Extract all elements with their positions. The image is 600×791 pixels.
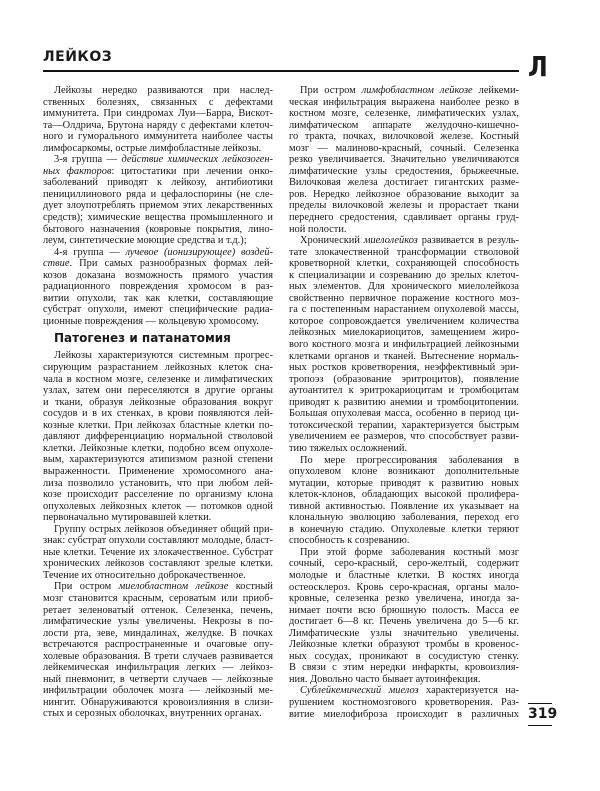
paragraph <box>43 85 273 154</box>
text-line: пенициллинового ряда и цефалоспорины (не сле- <box>43 188 273 200</box>
text-line: Лимфатические узлы значительно увеличены. <box>289 627 519 639</box>
text-line: резко увеличивается. Значительно увеличиваются <box>289 154 519 166</box>
text-line: тотоксической терапии, характеризуется быстрым <box>289 419 519 431</box>
text-line: ного и гуморального иммунитета наиболее часты <box>43 131 273 143</box>
text-line: встречаются распространенные и очаговые опу- <box>43 639 273 651</box>
text-line: лимфатические узлы средостения, брыжеечные. <box>289 165 519 177</box>
text-line: ственных болезнях, связанных с дефектами <box>43 96 273 108</box>
text-line: стых и серозных оболочках, внутренних органах. <box>43 708 262 720</box>
text-line: Хронический миелолейкоз развивается в резуль- <box>300 235 519 247</box>
text-line: переднего средостения, сдавливает органы груд- <box>289 212 519 224</box>
italic-term: миелобластном лейкозе <box>118 581 229 593</box>
text-line: молодые и бластные клетки. В костях иногда <box>289 569 519 581</box>
text-line: нингит. Обнаруживаются кровоизлияния в слизи- <box>43 696 273 708</box>
paragraph <box>43 524 273 582</box>
text-line: чала в костном мозге, селезенке и лимфатических <box>43 373 273 385</box>
text-line: лости рта, зеве, миндалинах, желудке. В почках <box>43 627 273 639</box>
text-line: 4-я группа — лучевое (ионизирующее) воздей- <box>54 246 273 258</box>
text-line: Вилочковая железа достигает гигантских разме- <box>289 177 519 189</box>
text-line: костном мозге, селезенке, лимфатических узлах, <box>289 108 519 120</box>
text-line: инфильтрации оболочек мозга — лейкозный ме- <box>43 685 273 697</box>
text-line: ческая инфильтрация выражена наиболее резко в <box>289 96 519 108</box>
text-line: средств); химические вещества промышленного и <box>43 212 273 224</box>
text-line: пределы вилочковой железы и прорастает ткани <box>289 200 519 212</box>
right-column <box>289 85 519 720</box>
text-line: При остром миелобластном лейкозе костный <box>54 581 273 593</box>
text-line: Течение их относительно доброкачественное. <box>43 569 246 581</box>
text-line: аутоантител к эритрокариоцитам и тромбоцитам <box>289 385 519 397</box>
text-line: ных сосудах, проникают в сосудистую стенку. <box>289 650 519 662</box>
italic-term: действие химических лейкозоген- <box>121 154 273 166</box>
text-line: козные клетки. При лейкозах бластные клетки по- <box>43 419 273 431</box>
text-line: лимфосаркомы, острые лимфобластные лейкозы. <box>43 142 262 154</box>
text-line: давляют дифференциацию нормальной стволовой <box>43 431 273 443</box>
text-line: Лейкозы характеризуются системным прогрес- <box>54 350 273 362</box>
text-line: ные клетки. Течение их злокачественное. Субстрат <box>43 546 273 558</box>
text-line: лимфатические узлы увеличены. Некрозы в по- <box>43 616 273 628</box>
italic-term: ных факторов <box>43 165 112 177</box>
text-line: хронических лейкозов составляют зрелые клетки. <box>43 558 273 570</box>
text-line: приводят к развитию анемии и тромбоцитопении. <box>289 396 519 408</box>
text-line: та—Олдрича, Брутона наряду с дефектами клеточ- <box>43 119 273 131</box>
header-rule <box>43 70 519 72</box>
text-line: кроветворной клетки, сохраняющей способность <box>289 258 519 270</box>
text-line: холевые образования. В трети случаев развивается <box>43 650 273 662</box>
text-line: свойственно первичное поражение костного моз- <box>289 292 519 304</box>
text-line: мозг становится красным, сероватым или приоб- <box>43 592 273 604</box>
text-line: клональную эволюцию заболевания, переход его <box>289 512 519 524</box>
text-line: достигает 6—8 кг. Печень увеличена до 5—6 кг. <box>289 616 519 628</box>
italic-term: Сублейкемический миелоз <box>300 685 419 697</box>
text-line: При остром лимфобластном лейкозе лейкеми- <box>300 85 519 96</box>
text-line: витии опухоли, так как клетки, составляющие <box>43 292 273 304</box>
text-line: витие миелофиброза происходит в различных <box>289 708 519 720</box>
text-line: клетками органов и тканей. Вытеснение нормаль- <box>289 350 519 362</box>
section-heading: Патогенез и патанатомия <box>54 331 231 346</box>
running-head-title: ЛЕЙКОЗ <box>43 49 113 65</box>
text-line: дует злоупотреблять приемом этих лекарственных <box>43 200 273 212</box>
text-line: нимает почти всю брюшную полость. Масса ее <box>289 604 519 616</box>
text-line: 3-я группа — действие химических лейкозоген- <box>54 154 273 166</box>
text-line: козов доказана возможность прямого участия <box>43 269 273 281</box>
text-line: сирующим разрастанием лейкозных клеток сна- <box>43 362 273 374</box>
paragraph <box>289 455 519 547</box>
paragraph <box>43 247 273 328</box>
text-line: Сублейкемический миелоз характеризуется на- <box>300 685 519 697</box>
text-line: Лейкозные клетки образуют тромбы в кровенос- <box>289 639 519 651</box>
text-line: в конечную стадию. Опухолевые клетки теряют <box>289 523 519 535</box>
text-line: выраженности. Применение хромосомного ана- <box>43 465 273 477</box>
text-line: Группу острых лейкозов объединяет общий при- <box>54 523 273 535</box>
section-letter: Л <box>528 50 548 83</box>
text-line: опухолевом клоне возникают дополнительные <box>289 466 519 478</box>
text-line: Большая опухолевая масса, особенно в период ци- <box>289 408 519 420</box>
text-line: го тракта, почках, вилочковой железе. Костный <box>289 131 519 143</box>
text-line: тате злокачественной трансформации стволовой <box>289 246 519 258</box>
text-line: При этой форме заболевания костный мозг <box>300 546 519 558</box>
text-line: ретает зеленоватый оттенок. Селезенка, печень, <box>43 604 273 616</box>
text-line: сочный, серо-красный, серо-желтый, содержит <box>289 558 519 570</box>
paragraph <box>43 350 273 523</box>
text-line: вым, характеризуются атипизмом разной степени <box>43 454 273 466</box>
text-line: ных элементов. Для хронического миелолейкоза <box>289 281 519 293</box>
italic-term: ствие <box>43 258 70 270</box>
text-line: ров. Нередко лейкозное образование выходит за <box>289 188 519 200</box>
text-line: первоначально мутировавшей клетки. <box>43 512 212 524</box>
text-line: знак: субстрат опухоли составляют молодые, бласт- <box>43 535 273 547</box>
text-line: иммунитета. При синдромах Луи—Барра, Вискот- <box>43 108 273 120</box>
paragraph <box>289 547 519 686</box>
text-line: к специализации и созреванию до зрелых клеточ- <box>289 269 519 281</box>
text-line: леум, синтетические моющие средства и т.д.); <box>43 235 247 247</box>
text-line: ных ростков кроветворения, неэффективный эри- <box>289 362 519 374</box>
paragraph <box>43 154 273 246</box>
text-line: тию тяжелых осложнений. <box>289 442 408 454</box>
text-line: тропоэз (образование эритроцитов), появление <box>289 373 519 385</box>
text-line: и ткани, образуя лейкозные образования вокруг <box>43 396 273 408</box>
paragraph <box>289 685 519 720</box>
text-line: опухолевых лейкозных клеток — потомков одной <box>43 500 273 512</box>
text-line: ный пневмонит, в четверти случаев — лейкозные <box>43 673 273 685</box>
text-line: В связи с этим нередки инфаркты, кровоизлия- <box>289 662 519 674</box>
italic-term: миелолейкоз <box>363 235 418 247</box>
text-line: Лейкозы нередко развиваются при наслед- <box>54 85 273 96</box>
paragraph <box>289 85 519 235</box>
page-number: 319 <box>528 703 552 726</box>
paragraph <box>43 581 273 720</box>
text-line: лейкозных миелокариоцитов, замещением жиро- <box>289 327 519 339</box>
text-line: клеток-клонов, обладающих высокой пролифера- <box>289 489 519 501</box>
text-line: По мере прогрессирования заболевания в <box>300 454 519 466</box>
text-line: сосудов и в их стенках, в крови появляются лей- <box>43 408 273 420</box>
text-line: увеличением ее размеров, что способствует разви- <box>289 431 519 443</box>
text-line: лейкемическая инфильтрация легких — лейкоз- <box>43 662 273 674</box>
text-line: козе происходит расселение по организму клона <box>43 489 273 501</box>
text-line: остеосклероз. Кровь серо-красная, органы мало- <box>289 581 519 593</box>
text-line: тивной активностью. Появление их указывает на <box>289 500 519 512</box>
text-line: лимфатическом аппарате желудочно-кишечно- <box>289 119 519 131</box>
text-line: клетки. Лейкозные клетки, подобно всем опухоле- <box>43 442 273 454</box>
text-line: радиационного повреждения хромосом в раз- <box>43 281 273 293</box>
text-line: заболеваний приводят к лейкозу, антибиотики <box>43 177 273 189</box>
text-line: ционные повреждения — кольцевую хромосому. <box>43 315 259 327</box>
text-line: способность к созреванию. <box>289 535 410 547</box>
italic-term: лучевое (ионизирующее) воздей- <box>125 246 273 258</box>
text-line: ной полости. <box>289 223 347 235</box>
text-line: бытового назначения (ковровые покрытия, лино- <box>43 223 273 235</box>
text-line: ния. Довольно часто бывает аутоинфекция. <box>289 673 481 685</box>
text-line: вого костного мозга и инфильтрацией лейкозными <box>289 339 519 351</box>
left-column <box>43 85 273 720</box>
text-line: субстрат опухоли, имеют специфические радиа- <box>43 304 273 316</box>
text-line: рушением костномозгового кроветворения. Раз- <box>289 696 519 708</box>
text-line: ствие. При самых разнообразных формах лей- <box>43 258 273 270</box>
text-line: узлах, затем они переселяются в другие органы <box>43 385 273 397</box>
text-line: мутации, которые приводят к развитию новых <box>289 477 519 489</box>
italic-term: лимфобластном лейкозе <box>361 85 473 96</box>
paragraph <box>289 235 519 454</box>
text-line: га с постепенным нарастанием опухолевой массы, <box>289 304 519 316</box>
text-line: лиза позволило установить, что при любом лей- <box>43 477 273 489</box>
text-line: кровные, селезенка резко увеличена, иногда за- <box>289 593 519 605</box>
text-line: ных факторов: цитостатики при лечении онко- <box>43 165 273 177</box>
text-line: которое сопровождается увеличением количества <box>289 315 519 327</box>
text-line: мозг — малиново-красный, сочный. Селезенка <box>289 142 519 154</box>
